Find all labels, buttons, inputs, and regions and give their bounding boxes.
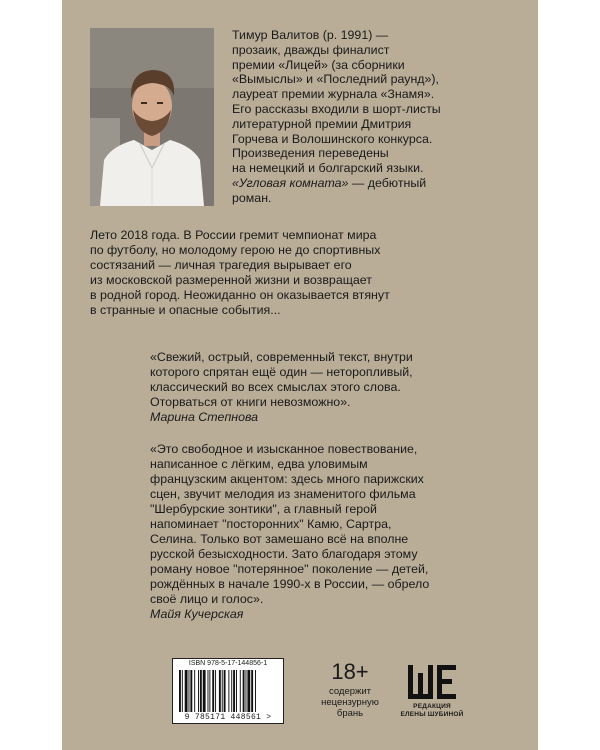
- bio-line: лауреат премии журнала «Знамя».: [232, 87, 435, 102]
- bio-line: прозаик, дважды финалист: [232, 42, 390, 57]
- quote-line: написанное с лёгким, едва уловимым: [150, 457, 368, 471]
- publisher-line: РЕДАКЦИЯ: [413, 703, 451, 710]
- barcode-bar: [243, 670, 245, 712]
- synopsis-line: состязаний — личная трагедия вырывает его: [90, 258, 352, 272]
- synopsis-line: из московской размеренной жизни и возвращает: [90, 273, 372, 287]
- barcode-bar: [179, 670, 181, 712]
- publisher-logo: [396, 663, 468, 718]
- quote-line: французским акцентом: здесь много парижских: [150, 472, 424, 486]
- bio-line: «Вымыслы» и «Последний раунд»),: [232, 72, 439, 87]
- review-quote-kucherskaya: [150, 442, 480, 622]
- barcode-bar: [215, 670, 216, 712]
- book-synopsis: [90, 228, 410, 318]
- synopsis-line: в родной город. Неожиданно он оказывается втянут: [90, 288, 390, 302]
- quote-line: классический во всех смыслах этого слова.: [150, 380, 401, 394]
- quote-line: «Свежий, острый, современный текст, внутри: [150, 350, 413, 364]
- age-rating-note: [318, 686, 382, 719]
- bio-line: на немецкий и болгарский языки.: [232, 161, 424, 176]
- quote-line: Селина. Только вот замешано всё на вполне: [150, 532, 409, 546]
- barcode-bar: [182, 670, 183, 712]
- bio-line: Произведения переведены: [232, 146, 389, 161]
- barcode-bar: [185, 670, 188, 712]
- barcode-bar: [209, 670, 210, 712]
- barcode-bar: [224, 670, 226, 712]
- barcode-bar: [231, 670, 232, 712]
- quote-line: сцен, звучит мелодия из знаменитого фильма: [150, 487, 416, 501]
- synopsis-line: по футболу, но молодому герою не до спортивных: [90, 243, 381, 257]
- bio-line: премии «Лицей» (за сборники: [232, 57, 405, 72]
- synopsis-line: в странные и опасные события...: [90, 303, 281, 317]
- age-note-line: нецензурную: [321, 697, 379, 708]
- barcode-bar: [247, 670, 250, 712]
- review-quote-stepnova: [150, 350, 480, 425]
- barcode-bar: [240, 670, 241, 712]
- age-rating-value: 18+: [331, 659, 369, 684]
- barcode-bar: [198, 670, 199, 712]
- barcode-bar: [246, 670, 247, 712]
- ean-digits: 9 785171 448561 >: [184, 713, 272, 722]
- debut-novel-title: «Угловая комната»: [232, 175, 349, 190]
- bio-line: литературной премии Дмитрия: [232, 116, 412, 131]
- quote-line: Оторваться от книги невозможно».: [150, 395, 351, 409]
- barcode-bar: [208, 670, 209, 712]
- quote-line: роману новое "потерянное" поколение — детей,: [150, 562, 429, 576]
- bio-line: Горчева и Волошинского конкурса.: [232, 131, 433, 146]
- barcode-bar: [200, 670, 202, 712]
- barcode-bar: [190, 670, 192, 712]
- isbn-number: ISBN 978-5-17-144856-1: [188, 660, 268, 667]
- bio-debut-line: [232, 176, 464, 191]
- bio-line: Тимур Валитов (р. 1991) —: [232, 28, 389, 42]
- author-bio: [232, 28, 464, 206]
- quote-line: напоминает "посторонних" Камю, Сартра,: [150, 517, 392, 531]
- barcode-bar: [228, 670, 229, 712]
- author-photo: [90, 28, 214, 206]
- barcode-bar: [194, 670, 195, 712]
- debut-note: — дебютный: [348, 175, 427, 190]
- quote-line: рождённых в начале 1990-х в России, — обрело: [150, 577, 430, 591]
- quote-author: Майя Кучерская: [150, 607, 244, 621]
- publisher-name: [396, 703, 468, 718]
- barcode-bars: [179, 670, 279, 712]
- synopsis-line: Лето 2018 года. В России гремит чемпионат мира: [90, 228, 377, 242]
- publisher-line: ЕЛЕНЫ ШУБИНОЙ: [400, 710, 464, 718]
- barcode-bar: [189, 670, 190, 712]
- barcode-bar: [233, 670, 235, 712]
- barcode-bar: [236, 670, 237, 712]
- barcode-bar: [212, 670, 214, 712]
- quote-line: «Это свободное и изысканное повествование,: [150, 442, 418, 456]
- barcode-bar: [203, 670, 206, 712]
- age-rating: [318, 660, 382, 719]
- bio-line: Его рассказы входили в шорт-листы: [232, 101, 441, 116]
- age-note-line: брань: [336, 708, 364, 719]
- barcode-bar: [222, 670, 223, 712]
- age-note-line: содержит: [328, 686, 372, 697]
- isbn-barcode: [172, 658, 284, 724]
- shubina-logo-icon: [406, 663, 458, 701]
- bio-line: роман.: [232, 190, 272, 205]
- barcode-bar: [251, 670, 253, 712]
- quote-line: "Шербурские зонтики", а главный герой: [150, 502, 377, 516]
- barcode-bar: [255, 670, 256, 712]
- quote-line: своё лицо и голос».: [150, 592, 264, 606]
- quote-author: Марина Степнова: [150, 410, 259, 424]
- quote-line: русской безысходности. Зато благодаря этому: [150, 547, 418, 561]
- barcode-bar: [219, 670, 221, 712]
- author-portrait-image: [90, 28, 214, 206]
- quote-line: которого спрятан ещё один — неторопливый,: [150, 365, 413, 379]
